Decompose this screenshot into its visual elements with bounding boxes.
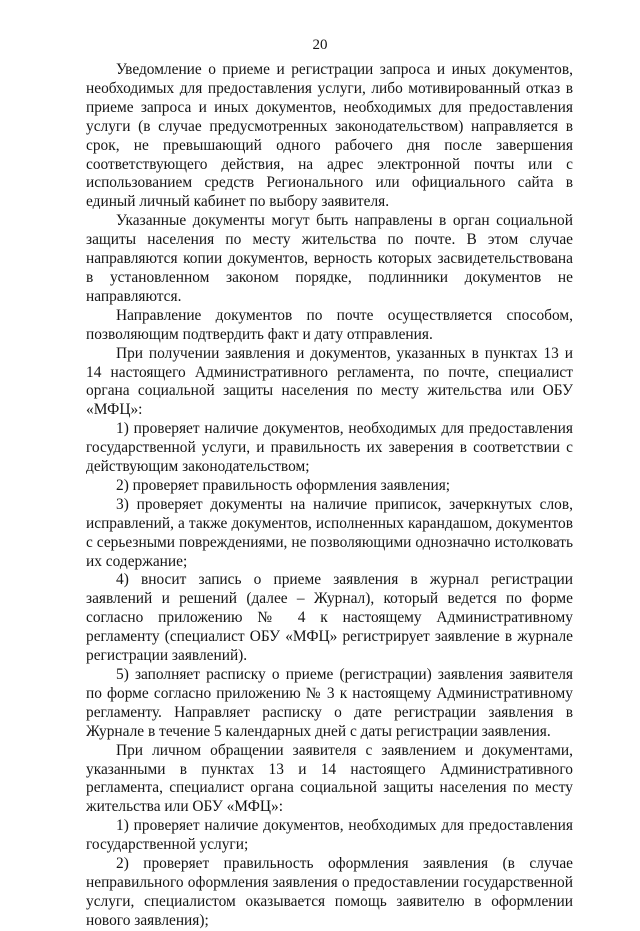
document-body — [86, 61, 573, 931]
paragraph-postal-method: Направление документов по почте осуществляется способом, позволяющим подтвердить факт и дату отправления. — [86, 306, 573, 343]
list-item-check-application-personal: 2) проверяет правильность оформления заявления (в случае неправильного оформления заявления о предоставлении государственной услуги, специалистом оказывается помощь заявителю в оформлении нового заявления); — [86, 855, 573, 929]
paragraph-postal-submission: Указанные документы могут быть направлены в орган социальной защиты населения по месту жительства по почте. В этом случае направляются копии документов, верность которых засвидетельствована в установленном законом порядке, подлинники документов не направляются. — [86, 212, 573, 305]
page-number: 20 — [312, 37, 328, 53]
list-item-journal-entry: 4) вносит запись о приеме заявления в журнал регистрации заявлений и решений (далее – Журнал), который ведется по форме согласно приложению № 4 к настоящему Административному регламенту (специалист ОБУ «МФЦ» регистрирует заявление в журнале регистрации заявлений). — [86, 571, 573, 665]
list-item-check-application: 2) проверяет правильность оформления заявления; — [116, 476, 451, 494]
list-item-check-documents: 1) проверяет наличие документов, необходимых для предоставления государственной услуги, и правильность их заверения в соответствии с действующим законодательством; — [86, 420, 573, 476]
list-item-check-corrections: 3) проверяет документы на наличие приписок, зачеркнутых слов, исправлений, а также документов, исполненных карандашом, документов с серьезными повреждениями, не позволяющими однозначно истолковать их содержание; — [86, 495, 573, 570]
list-item-check-documents-personal: 1) проверяет наличие документов, необходимых для предоставления государственной услуги; — [86, 817, 573, 854]
paragraph-postal-receipt-intro: При получении заявления и документов, указанных в пунктах 13 и 14 настоящего Административного регламента, по почте, специалист органа социальной защиты населения по месту жительства или ОБУ «МФЦ»: — [86, 344, 573, 419]
paragraph-notification: Уведомление о приеме и регистрации запроса и иных документов, необходимых для предоставления услуги, либо мотивированный отказ в приеме запроса и иных документов, необходимых для предоставления услуги (в случае предусмотренных законодательством) направляется в срок, не превышающий одного рабочего дня после завершения соответствующего действия, на адрес электронной почты или с использованием средств Регионального или официального сайта в единый личный кабинет по выбору заявителя. — [86, 61, 573, 211]
list-item-receipt: 5) заполняет расписку о приеме (регистрации) заявления заявителя по форме согласно приложению № 3 к настоящему Административному регламенту. Направляет расписку о дате регистрации заявления в Журнале в течение 5 календарных дней с даты регистрации заявления. — [86, 666, 573, 740]
paragraph-personal-visit-intro: При личном обращении заявителя с заявлением и документами, указанными в пунктах 13 и 14 настоящего Административного регламента, специалист органа социальной защиты населения по месту жительства или ОБУ «МФЦ»: — [86, 741, 573, 816]
